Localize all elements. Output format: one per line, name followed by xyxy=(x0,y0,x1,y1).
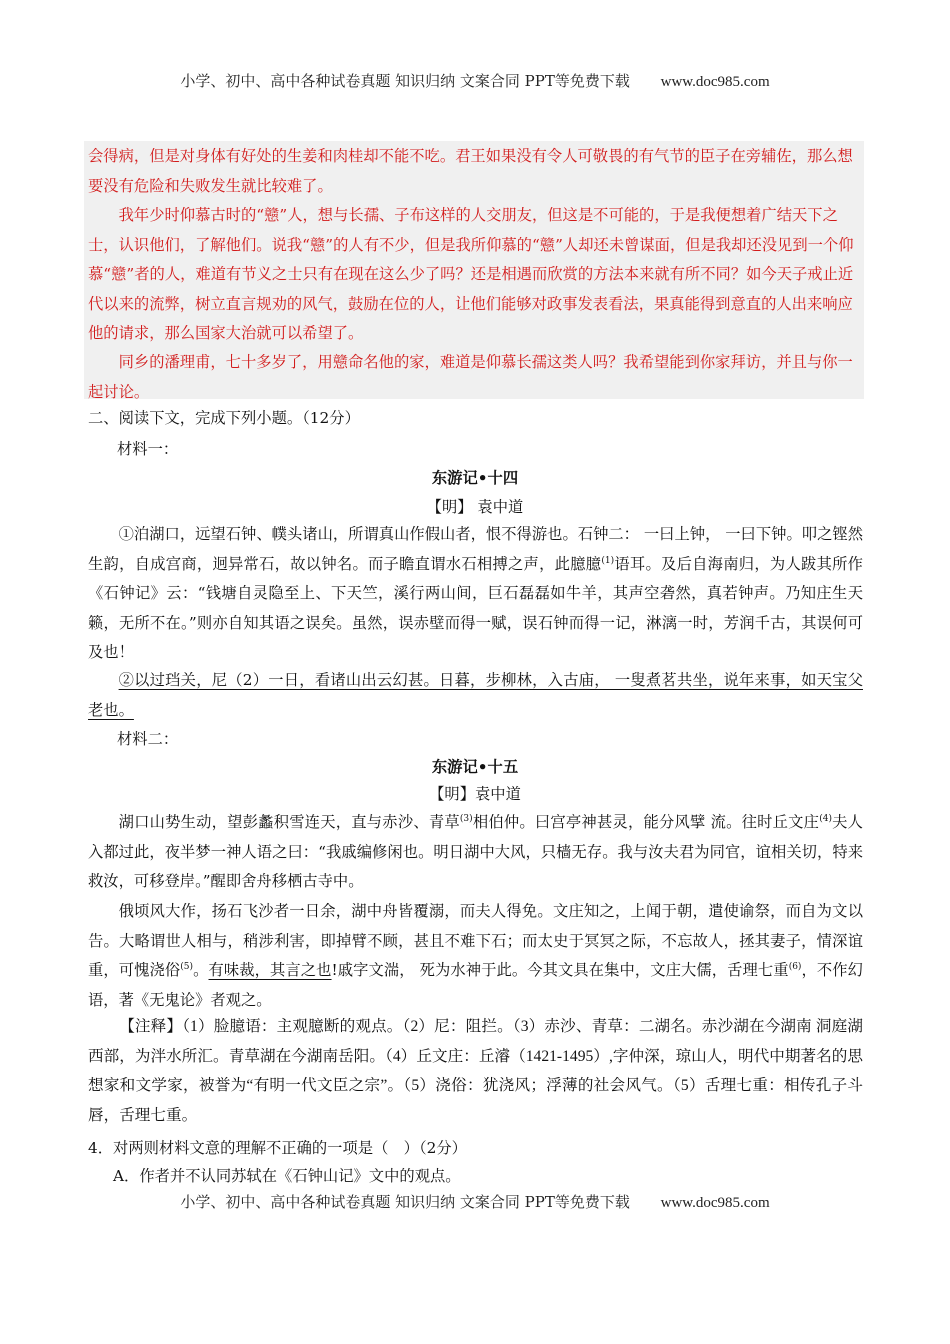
material1-paragraph-1: ①泊湖口，远望石钟、幞头诸山，所谓真山作假山者，恨不得游也。石钟二： 一曰上钟， 一曰下钟。叩之铿然生韵，自成宫商，迥异常石，故以钟名。而子瞻直谓水石相搏之声，此臆臆$^{(1)}$语耳。及后自海南归，为人跋其所作《石钟记》云：“钱塘自灵隐至上、下天竺，溪行两山间，巨石磊磊如牛羊，其声空砻然，真若钟声。乃知庄生天籁，无所不在。”则亦自知其语之误矣。虽然，误赤壁而得一赋，误石钟而得一记，淋漓一时，芳润千古，其误何可及也！ xyxy=(88,525,863,662)
footer-text: 小学、初中、高中各种试卷真题 知识归纳 文案合同 PPT等免费下载 xyxy=(180,1193,630,1211)
material1-title: 东游记•十四 xyxy=(431,469,519,487)
material1-author: 【明】 袁中道 xyxy=(426,498,524,516)
material2-author: 【明】袁中道 xyxy=(429,785,521,803)
question-4-stem: 4．对两则材料文意的理解不正确的一项是（ ）（2分） xyxy=(88,1139,467,1157)
answer-paragraph-2: 我年少时仰慕古时的“戆”人，想与长孺、子布这样的人交朋友，但这是不可能的，于是我便想着广结天下之士，认识他们，了解他们。说我“戆”的人有不少，但是我所仰慕的“戆”人却还未曾谋面，但是我却还没见到一个仰慕“戆”者的人，难道有节义之士只有在现在这么少了吗？还是相遇而欣赏的方法本来就有所不同？如今天子戒止近代以来的流弊，树立直言规劝的风气，鼓励在位的人，让他们能够对政事发表看法，果真能得到意直的人出来响应他的请求，那么国家大治就可以希望了。 xyxy=(88,206,854,343)
material2-label: 材料二： xyxy=(117,730,179,748)
material1-paragraph-2: ②以过珰关，尼（2）一日，看诸山出云幻甚。日暮，步柳林，入古庙， 一叟煮茗共坐，说年来事，如天宝父老也。 xyxy=(88,671,863,719)
section-heading: 二、阅读下文，完成下列小题。（12分） xyxy=(88,409,360,427)
header-text: 小学、初中、高中各种试卷真题 知识归纳 文案合同 PPT等免费下载 xyxy=(180,72,630,90)
answer-paragraph-3: 同乡的潘理甫，七十多岁了，用戆命名他的家，难道是仰慕长孺这类人吗？我希望能到你家拜访，并且与你一起讨论。 xyxy=(88,353,853,401)
question-4-option-a: A．作者并不认同苏轼在《石钟山记》文中的观点。 xyxy=(113,1167,461,1185)
page-footer xyxy=(0,1191,950,1212)
page-header xyxy=(0,70,950,91)
material2-paragraph-2: 俄顷风大作，扬石飞沙者一日余，湖中舟皆覆溺，而夫人得免。文庄知之，上闻于朝，遣使谕祭，而自为文以告。大略谓世人相与，稍涉利害，即掉臂不顾，甚且不难下石；而太史于冥冥之际，不忘故人，拯其妻子，情深谊重，可愧浇俗$^{(5)}$。有味裁，其言之也!戚字文湍， 死为水神于此。今其文具在集中，文庄大儒，舌理七重$^{(6)}$，不作幻语，著《无鬼论》者观之。 xyxy=(88,902,863,1009)
underlined-phrase: 有味裁，其言之也 xyxy=(208,961,332,980)
header-url[interactable]: www.doc985.com xyxy=(660,74,770,90)
material1-label: 材料一： xyxy=(117,440,179,458)
material2-title: 东游记•十五 xyxy=(431,758,519,776)
annotations: 【注释】（1）脸臆语：主观臆断的观点。（2）尼：阻拦。（3）赤沙、青草：二湖名。赤沙湖在今湖南 洞庭湖西部，为泮水所汇。青草湖在今湖南岳阳。（4）丘文庄：丘濬（1421-1495）,字仲深，琼山人，明代中期著名的思想家和文学家，被誉为“有明一代文臣之宗”。（5）浇俗：犹浇风；浮薄的社会风气。（5）舌理七重：相传孔子斗唇，舌理七重。 xyxy=(88,1018,863,1124)
answer-paragraph-1: 会得病，但是对身体有好处的生姜和肉桂却不能不吃。君王如果没有令人可敬畏的有气节的臣子在旁辅佐，那么想要没有危险和失败发生就比较难了。 xyxy=(88,147,853,195)
footer-url[interactable]: www.doc985.com xyxy=(660,1195,770,1211)
material2-paragraph-1: 湖口山势生动，望彭蠡积雪连天，直与赤沙、青草$^{(3)}$相伯仲。曰宫亭神甚灵，能分风擘 流。往时丘文庄$^{(4)}$夫人入都过此，夜半梦一神人语之曰：“我戚编修闲也。明日湖中大风，只樯无存。我与汝夫君为同官，谊相关切，特来救汝，可移登岸。”醒即舍舟移栖古寺中。 xyxy=(88,813,863,891)
